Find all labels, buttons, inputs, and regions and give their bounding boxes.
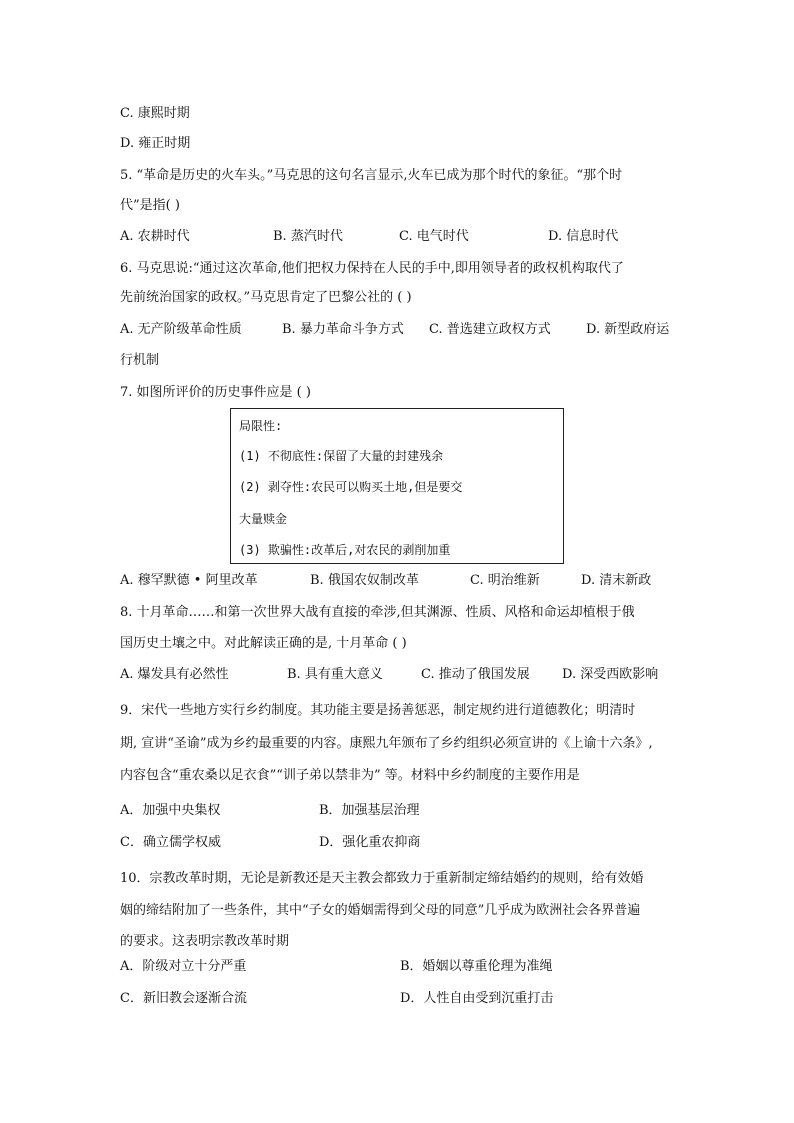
box-line-2: (2) 剥夺性:农民可以购买土地,但是要交 (239, 480, 463, 494)
q6-options (120, 320, 669, 340)
q6-option-b: B. 暴力革命斗争方式 (282, 322, 404, 337)
q10-option-b: B．婚姻以尊重伦理为准绳 (400, 959, 553, 974)
q7-stem: 7. 如图所评价的历史事件应是 ( ) (120, 385, 311, 400)
q5-stem-line2: 代”是指( ) (120, 198, 180, 213)
q7-options (120, 571, 651, 591)
q6-option-d-cont: 行机制 (120, 353, 160, 368)
q9-stem-line1: 9．宋代一些地方实行乡约制度。其功能主要是扬善惩恶，制定规约进行道德教化；明清时 (120, 703, 636, 718)
q5-option-b: B. 蒸汽时代 (273, 229, 343, 244)
q8-option-a: A. 爆发具有必然性 (120, 667, 229, 682)
box-line-1: (1) 不彻底性:保留了大量的封建残余 (239, 449, 444, 463)
q8-options (120, 665, 658, 685)
q5-options (120, 227, 618, 247)
q10-stem-line2: 姻的缔结附加了一些条件，其中“子女的婚姻需得到父母的同意”几乎成为欧洲社会各界普遍 (120, 903, 641, 918)
q6-stem-line1: 6. 马克思说:“通过这次革命,他们把权力保持在人民的手中,即用领导者的政权机构取代了 (120, 261, 624, 276)
q10-stem-line3: 的要求。这表明宗教改革时期 (120, 934, 290, 949)
box-title: 局限性: (239, 419, 283, 433)
q8-option-c: C. 推动了俄国发展 (421, 667, 530, 682)
q10-option-d: D．人性自由受到沉重打击 (400, 991, 554, 1006)
q9-stem-line2: 期, 宣讲“圣谕”成为乡约最重要的内容。康熙九年颁布了乡约组织必须宣讲的《上谕十六条》, (120, 736, 653, 751)
q10-options-row2 (120, 989, 553, 1009)
q8-stem-line2: 国历史土壤之中。对此解读正确的是, 十月革命 ( ) (120, 636, 407, 651)
q6-option-c: C. 普选建立政权方式 (429, 322, 551, 337)
q7-evaluation-box (230, 408, 564, 564)
q9-stem-line3: 内容包含“重农桑以足衣食”“训子弟以禁非为” 等。材料中乡约制度的主要作用是 (120, 768, 580, 783)
q5-option-d: D. 信息时代 (548, 229, 619, 244)
q6-stem-line2: 先前统治国家的政权。”马克思肯定了巴黎公社的 ( ) (120, 290, 412, 305)
q9-option-c: C．确立儒学权威 (120, 835, 221, 850)
q10-option-a: A．阶级对立十分严重 (120, 959, 247, 974)
q8-option-b: B. 具有重大意义 (287, 667, 383, 682)
option-c-prev: C. 康熙时期 (120, 106, 190, 121)
q6-option-a: A. 无产阶级革命性质 (120, 322, 242, 337)
q7-option-a: A. 穆罕默德 • 阿里改革 (120, 573, 258, 588)
q7-option-b: B. 俄国农奴制改革 (310, 573, 419, 588)
q6-option-d: D. 新型政府运 (586, 322, 670, 337)
q9-option-d: D．强化重农抑商 (319, 835, 421, 850)
q9-options-row2 (120, 833, 420, 853)
box-line-3: 大量赎金 (239, 512, 288, 526)
q8-stem-line1: 8. 十月革命……和第一次世界大战有直接的牵涉,但其渊源、性质、风格和命运却植根于俄 (120, 605, 635, 620)
box-line-4: (3) 欺骗性:改革后,对农民的剥削加重 (239, 543, 451, 557)
q5-option-a: A. 农耕时代 (120, 229, 190, 244)
q10-stem-line1: 10．宗教改革时期，无论是新教还是天主教会都致力于重新制定缔结婚约的规则，给有效婚 (120, 871, 644, 886)
q5-option-c: C. 电气时代 (399, 229, 469, 244)
q9-option-b: B．加强基层治理 (319, 803, 420, 818)
option-d-prev: D. 雍正时期 (120, 136, 191, 151)
q8-option-d: D. 深受西欧影响 (562, 667, 659, 682)
q9-option-a: A．加强中央集权 (120, 803, 221, 818)
q5-stem-line1: 5. “革命是历史的火车头。”马克思的这句名言显示,火车已成为那个时代的象征。“那个时 (120, 168, 623, 183)
q9-options-row1 (120, 801, 420, 821)
q7-option-c: C. 明治维新 (470, 573, 540, 588)
q10-options-row1 (120, 957, 553, 977)
q10-option-c: C．新旧教会逐渐合流 (120, 991, 247, 1006)
q7-option-d: D. 清末新政 (581, 573, 652, 588)
